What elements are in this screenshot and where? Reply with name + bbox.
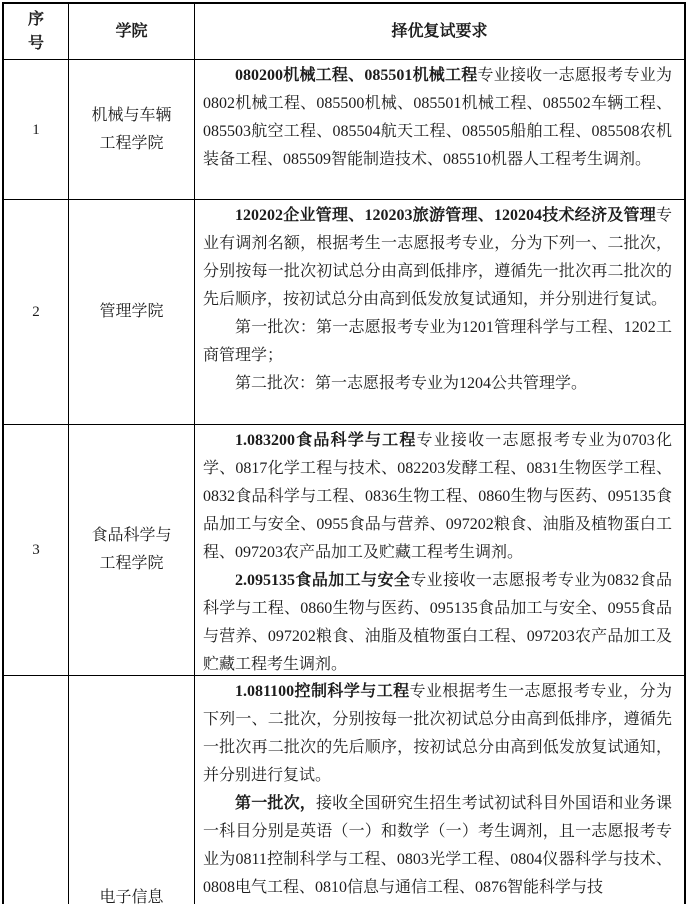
row-number: 1 [32, 121, 40, 138]
row-2-requirements-cell [195, 200, 684, 425]
row-1-college-cell [69, 60, 195, 200]
requirement-paragraph: 1.081100控制科学与工程专业根据考生一志愿报考专业，分为下列一、二批次，分别按每一批次初试总分由高到低排序，遵循先一批次再二批次的先后顺序，按初试总分由高到低发放复试通知，并分别进行复试。 [203, 683, 672, 784]
header-cell-requirements [195, 4, 684, 60]
college-name-line: 食品科学与 [91, 527, 172, 544]
college-name-line: 工程学院 [99, 134, 164, 152]
requirement-bold-lead: 1.083200食品科学与工程 [235, 432, 417, 449]
row-4-number-cell [4, 676, 69, 904]
requirement-paragraph: 第一批次：第一志愿报考专业为1201管理科学与工程、1202工商管理学； [203, 319, 672, 364]
college-name-line: 工程学院 [99, 555, 164, 572]
college-name-line: 管理学院 [99, 303, 164, 320]
row-4-requirements-cell [195, 676, 684, 904]
header-no-line2: 号 [27, 34, 44, 52]
requirement-bold-lead: 第一批次， [235, 795, 316, 812]
requirement-bold-lead: 120202企业管理、120203旅游管理、120204技术经济及管理 [235, 207, 656, 224]
row-2-number-cell [4, 200, 69, 425]
requirement-paragraph: 120202企业管理、120203旅游管理、120204技术经济及管理专业有调剂名额，根据考生一志愿报考专业，分为下列一、二批次，分别按每一批次初试总分由高到低排序，遵循先一批次再二批次的先后顺序，按初试总分由高到低发放复试通知，并分别进行复试。 [203, 207, 672, 308]
row-number: 3 [32, 542, 40, 558]
row-3-requirements-cell [195, 425, 684, 676]
requirement-paragraph: 080200机械工程、085501机械工程专业接收一志愿报考专业为0802机械工程、085500机械、085501机械工程、085502车辆工程、085503航空工程、085504航天工程、085505船舶工程、085508农机装备工程、085509智能制造技术、085510机器人工程考生调剂。 [203, 67, 672, 168]
row-2-college-cell [69, 200, 195, 425]
row-number: 2 [32, 304, 40, 320]
row-1-number-cell [4, 60, 69, 200]
requirement-paragraph: 第一批次，接收全国研究生招生考试初试科目外国语和业务课一科目分别是英语（一）和数学（一）考生调剂，且一志愿报考专业为0811控制科学与工程、0803光学工程、0804仪器科学与技术、0808电气工程、0810信息与通信工程、0876智能科学与技 [203, 795, 672, 896]
row-3-college-cell [69, 425, 195, 676]
row-4-college-cell [69, 676, 195, 904]
reexam-requirements-table [2, 2, 686, 904]
header-cell-no [4, 4, 69, 60]
header-cell-college [69, 4, 195, 60]
row-1-requirements-cell [195, 60, 684, 200]
college-name-line: 电子信息 [99, 888, 164, 904]
requirement-bold-lead: 2.095135食品加工与安全 [235, 572, 411, 589]
header-no-line1: 序 [27, 10, 44, 28]
header-college-label: 学院 [115, 22, 148, 40]
requirement-bold-lead: 1.081100控制科学与工程 [235, 683, 410, 700]
header-requirements-label: 择优复试要求 [391, 22, 488, 40]
row-3-number-cell [4, 425, 69, 676]
college-name-line: 机械与车辆 [91, 106, 172, 124]
requirement-bold-lead: 080200机械工程、085501机械工程 [235, 67, 478, 84]
requirement-paragraph: 第二批次：第一志愿报考专业为1204公共管理学。 [235, 375, 588, 392]
requirement-paragraph: 2.095135食品加工与安全专业接收一志愿报考专业为0832食品科学与工程、0860生物与医药、095135食品加工与安全、0955食品与营养、097202粮食、油脂及植物蛋白工程、097203农产品加工及贮藏工程考生调剂。 [203, 572, 672, 673]
requirement-paragraph: 1.083200食品科学与工程专业接收一志愿报考专业为0703化学、0817化学工程与技术、082203发酵工程、0831生物医学工程、0832食品科学与工程、0836生物工程、0860生物与医药、095135食品加工与安全、0955食品与营养、097202粮食、油脂及植物蛋白工程、097203农产品加工及贮藏工程考生调剂。 [203, 432, 672, 561]
